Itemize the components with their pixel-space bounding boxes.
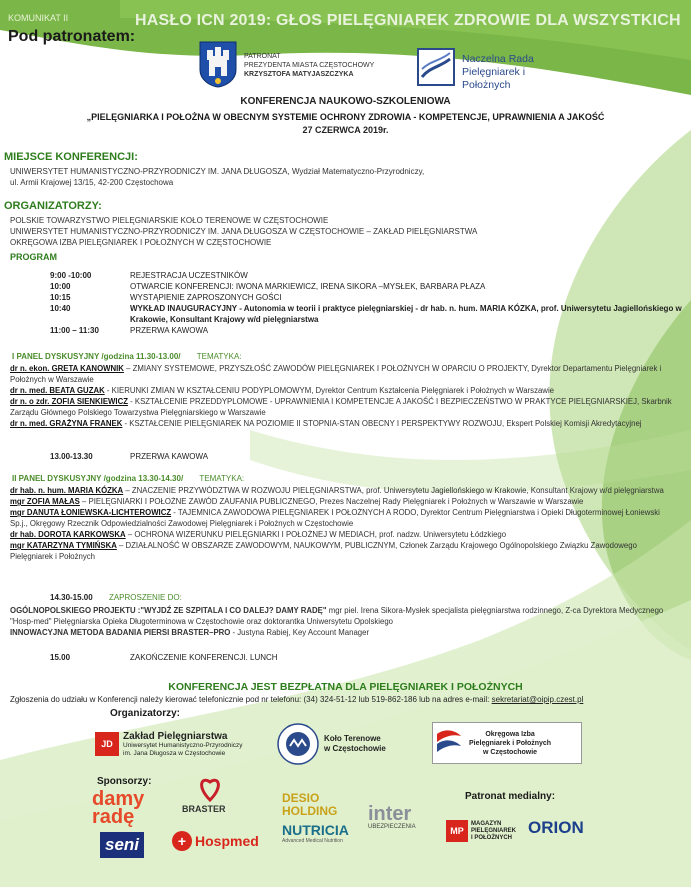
ptp-emblem-icon — [276, 722, 320, 766]
speaker-topic: – OCHRONA WIZERUNKU PIELĘGNIARKI I POŁOŻNEJ W MEDIACH, prof. nadzw. Uniwersytetu Łódzkiego — [125, 530, 507, 539]
nutricia-text: NUTRICIA — [282, 822, 349, 838]
speaker-topic: – PIELĘGNIARKI I POŁOŻNE ZAWÓD ZAUFANIA PUBLICZNEGO, Prezes Naczelnej Rady Pielęgniarek i Położnych w Warszawie w Warszawie — [79, 497, 584, 506]
break-desc: PRZERWA KAWOWA — [130, 452, 209, 461]
patronat-line-1: PATRONAT — [244, 53, 281, 60]
venue-line-2: ul. Armii Krajowej 13/15, 42-200 Częstochowa — [10, 178, 174, 187]
mp-line-2: PIELĘGNIAREK — [470, 827, 516, 834]
list-item — [10, 363, 678, 385]
innov-title: INNOWACYJNA METODA BADANIA PIERSI BRASTER–PRO — [10, 628, 231, 637]
izba-emblem-icon — [433, 726, 465, 760]
desio-line-1: DESIO — [282, 791, 320, 805]
zaklad-emblem-icon: JD — [95, 732, 119, 756]
project-desc: mgr piel. Irena Sikora-Mysłek specjalista pielęgniarstwa rodzinnego, Z-ca Dyrektora Medycznego "Hosp-med" Pielęgniarska Opieka Długoterminowa w Częstochowie oraz doktorantka Uniwersytetu Opolskiego — [10, 606, 664, 626]
braster-logo: BRASTER — [182, 804, 226, 814]
patronat-heading: Pod patronatem: — [8, 28, 136, 45]
nrpip-line-2: Pielęgniarek i Położnych — [462, 66, 526, 91]
nrpip-logo — [416, 47, 576, 91]
speaker-topic: - TAJEMNICA ZAWODOWA PIELĘGNIAREK I POŁOŻNYCH A RODO, Dyrektor Centrum Pielęgniarstwa i Opieki Długoterminowej Łoniewski Sp.j., Okręgowy Rzecznik Odpowiedzialności Zawodowej Pielęgniarek i Położnych w Częstochowie — [10, 508, 660, 528]
izba-line-2: Pielęgniarek i Położnych — [469, 739, 552, 747]
panel1-title: I PANEL DYSKUSYJNY /godzina 11.30-13.00/ — [12, 352, 181, 361]
speaker-name: dr n. med. BEATA GUZAK — [10, 386, 105, 395]
closing-time: 15.00 — [50, 653, 71, 662]
hospmed-logo — [172, 828, 260, 854]
panel1-list — [10, 363, 678, 429]
program-row — [50, 325, 670, 336]
closing-row — [50, 652, 670, 663]
mp-badge: MP — [446, 820, 468, 842]
program-time: 10:40 — [50, 304, 71, 313]
speaker-name: dr hab. DOROTA KARKOWSKA — [10, 530, 126, 539]
list-item — [10, 385, 678, 396]
rade-text: radę — [92, 806, 135, 828]
email-link[interactable]: sekretariat@oipip.czest.pl — [491, 695, 584, 704]
zaklad-logo — [95, 728, 255, 760]
nrpip-emblem-icon — [416, 47, 456, 87]
desio-line-2: HOLDING — [282, 804, 338, 818]
conference-date: 27 CZERWCA 2019r. — [302, 125, 389, 135]
desio-logo — [282, 792, 337, 818]
sponsors-label: Sponsorzy: — [97, 776, 152, 787]
nrpip-line-1: Naczelna Rada — [462, 53, 534, 65]
zaklad-line-1: Zakład Pielęgniarstwa — [123, 730, 228, 742]
nutricia-sub: Advanced Medical Nutrition — [282, 838, 343, 844]
organizers-line-3: OKRĘGOWA IZBA PIELĘGNIAREK I POŁOŻNYCH W CZĘSTOCHOWIE — [10, 238, 272, 247]
patronat-text — [244, 52, 374, 79]
speaker-name: mgr DANUTA ŁONIEWSKA-LICHTEROWICZ — [10, 508, 172, 517]
organizers-heading: ORGANIZATORZY: — [4, 200, 102, 212]
program-row — [50, 281, 670, 292]
speaker-topic: – ZNACZENIE PRZYWÓDZTWA W ROZWOJU PIELĘGNIARSTWA, prof. Uniwersytetu Jagiellońskiego w Krakowie, Konsultant Krajowy w/d pielęgniarstwa — [123, 486, 664, 495]
inter-logo — [368, 804, 416, 830]
speaker-topic: - KSZTAŁCENIE PRZEDDYPLOMOWE - UPRAWNIENIA I KOMPETENCJE A JAKOŚĆ I BEZPIECZEŃSTWO W PRAKTYCE PIELĘGNIARSKIEJ, Skarbnik Zarządu Głównego Polskiego Towarzystwa Pielęgniarskiego w Warszawie — [10, 397, 672, 417]
registration-note — [10, 695, 583, 704]
mp-line-1: MAGAZYN — [470, 820, 502, 827]
list-item — [10, 605, 678, 627]
organizers-label: Organizatorzy: — [110, 708, 181, 719]
kolo-line-1: Koło Terenowe — [324, 734, 381, 743]
izba-line-3: w Częstochowie — [483, 748, 538, 756]
hospmed-text: Hospmed — [195, 833, 259, 849]
damy-text: damy — [92, 788, 145, 810]
closing-desc: ZAKOŃCZENIE KONFERENCJI. LUNCH — [130, 653, 278, 662]
panel2-tematyka: TEMATYKA: — [199, 474, 245, 483]
venue-text — [10, 166, 424, 188]
speaker-name: dr n. med. GRAŻYNA FRANEK — [10, 419, 123, 428]
registration-text: Zgłoszenia do udziału w Konferencji należy kierować telefonicznie pod nr telefonu: (34) 324-51-12 lub 519-862-186 lub na adres e-mail: — [10, 695, 492, 704]
zaklad-line-3: im. Jana Długosza w Częstochowie — [123, 749, 226, 757]
kolo-line-2: w Częstochowie — [324, 744, 386, 753]
program-desc: WYKŁAD INAUGURACYJNY - Autonomia w teorii i praktyce pielęgniarskiej - dr hab. n. hum. MARIA KÓZKA, prof. Uniwersytetu Jagiellońskiego w Krakowie, Konsultant Krajowy w/d pielęgniarstwa — [130, 304, 682, 324]
speaker-name: mgr KATARZYNA TYMIŃSKA — [10, 541, 117, 550]
kolo-logo — [276, 722, 406, 766]
guest-label: ZAPROSZENIE DO: — [108, 593, 182, 602]
program-desc: REJESTRACJA UCZESTNIKÓW — [130, 271, 248, 280]
speaker-name: dr n. o zdr. ZOFIA SIENKIEWICZ — [10, 397, 128, 406]
inter-text: inter — [368, 803, 412, 825]
program-time: 10:00 — [50, 282, 71, 291]
czestochowa-crest-icon — [198, 40, 238, 88]
break-row — [50, 451, 670, 462]
speaker-topic: - KSZTAŁCENIE PIELĘGNIAREK NA POZIOMIE II STOPNIA-STAN OBECNY I PERSPEKTYWY ROZWOJU, Ekspert Polskiej Komisji Akredytacyjnej — [122, 419, 642, 428]
list-item — [10, 396, 678, 418]
program-desc: OTWARCIE KONFERENCJI: IWONA MARKIEWICZ, IRENA SIKORA –MYSŁEK, BARBARA PŁAZA — [130, 282, 486, 291]
innov-desc: - Justyna Rabiej, Key Account Manager — [230, 628, 370, 637]
guest-row — [50, 593, 182, 602]
nutricia-logo — [282, 822, 349, 844]
hospmed-cross-icon: + — [172, 831, 192, 851]
program-row — [50, 270, 670, 281]
program-time: 11:00 – 11:30 — [50, 326, 99, 335]
guest-time: 14.30-15.00 — [50, 593, 93, 602]
speaker-topic: - KIERUNKI ZMIAN W KSZTAŁCENIU PODYPLOMOWYM, Dyrektor Centrum Kształcenia Pielęgniarek i Położnych w Warszawie — [104, 386, 555, 395]
list-item — [10, 540, 678, 562]
venue-heading: MIEJSCE KONFERENCJI: — [4, 151, 138, 163]
program-desc: WYSTĄPIENIE ZAPROSZONYCH GOŚCI — [130, 293, 282, 302]
seni-logo: seni — [100, 832, 144, 858]
project-title: OGÓLNOPOLSKIEGO PROJEKTU :"WYJDŹ ZE SZPITALA I CO DALEJ? DAMY RADĘ" — [10, 606, 327, 615]
speaker-name: mgr ZOFIA MAŁAS — [10, 497, 80, 506]
organizers-line-2: UNIWERSYTET HUMANISTYCZNO-PRZYRODNICZY IM. JANA DŁUGOSZA W CZĘSTOCHOWIE – ZAKŁAD PIELĘGNIARSTWA — [10, 227, 478, 236]
venue-line-1: UNIWERSYTET HUMANISTYCZNO-PRZYRODNICZY IM. JANA DŁUGOSZA, Wydział Matematyczno-Przyrodniczy, — [10, 167, 425, 176]
speaker-name: dr hab. n. hum. MARIA KÓZKA — [10, 486, 124, 495]
panel1-heading — [12, 352, 242, 361]
panel2-heading — [12, 474, 244, 483]
break-time: 13.00-13.30 — [50, 452, 93, 461]
haslo-title: HASŁO ICN 2019: GŁOS PIELĘGNIAREK ZDROWIE DLA WSZYSTKICH — [135, 12, 681, 29]
patronat-line-2: PREZYDENTA MIASTA CZĘSTOCHOWY — [244, 62, 375, 69]
speaker-topic: – DZIAŁALNOŚĆ W OBSZARZE ZAWODOWYM, NAUKOWYM, PUBLICZNYM, Członek Zarządu Krajowego Ogólnopolskiego Związku Zawodowego Pielęgniarek i Położnych — [10, 541, 637, 561]
zaklad-line-2: Uniwersytet Humanistyczno-Przyrodniczy — [123, 741, 243, 749]
izba-logo — [432, 722, 582, 764]
izba-line-1: Okręgowa Izba — [485, 730, 535, 738]
program-time: 9:00 -10:00 — [50, 271, 92, 280]
damy-rade-logo — [92, 790, 162, 826]
list-item — [10, 485, 678, 496]
list-item — [10, 627, 678, 638]
free-note: KONFERENCJA JEST BEZPŁATNA DLA PIELĘGNIAREK I POŁOŻNYCH — [168, 681, 523, 693]
conference-subtitle: „PIELĘGNIARKA I POŁOŻNA W OBECNYM SYSTEMIE OCHRONY ZDROWIA - KOMPETENCJE, UPRAWNIENIA A JAKOŚĆ — [86, 112, 605, 122]
program-time: 10:15 — [50, 293, 71, 302]
komunikat-label: KOMUNIKAT II — [8, 13, 69, 23]
conference-title: KONFERENCJA NAUKOWO-SZKOLENIOWA — [240, 96, 451, 107]
braster-ribbon-icon — [196, 778, 224, 802]
organizers-text — [10, 215, 477, 248]
panel1-tematyka: TEMATYKA: — [196, 352, 242, 361]
inter-sub: UBEZPIECZENIA — [368, 824, 416, 830]
program-desc: PRZERWA KAWOWA — [130, 326, 209, 335]
mp-magazine-logo — [446, 815, 516, 847]
panel2-title: II PANEL DYSKUSYJNY /godzina 13.30-14.30/ — [12, 474, 184, 483]
speaker-name: dr n. ekon. GRETA KANOWNIK — [10, 364, 124, 373]
patronat-line-3: KRZYSZTOFA MATYJASZCZYKA — [244, 71, 354, 78]
orion-logo: ORION — [528, 818, 584, 837]
program-heading: PROGRAM — [10, 252, 57, 262]
program-row — [50, 303, 682, 325]
speaker-topic: – ZMIANY SYSTEMOWE, PRZYSZŁOŚĆ ZAWODÓW PIELĘGNIAREK I POŁOŻNYCH W OPARCIU O PROJEKTY, Dyrektor Departamentu Pielęgniarek i Położnych w Warszawie — [10, 364, 662, 384]
panel2-list — [10, 485, 678, 562]
list-item — [10, 496, 678, 507]
list-item — [10, 529, 678, 540]
mp-line-3: I POŁOŻNYCH — [470, 834, 512, 841]
list-item — [10, 418, 678, 429]
media-label: Patronat medialny: — [465, 791, 556, 802]
organizers-line-1: POLSKIE TOWARZYSTWO PIELĘGNIARSKIE KOŁO TERENOWE W CZĘSTOCHOWIE — [10, 216, 329, 225]
program-row — [50, 292, 670, 303]
guest-text — [10, 605, 678, 638]
list-item — [10, 507, 678, 529]
